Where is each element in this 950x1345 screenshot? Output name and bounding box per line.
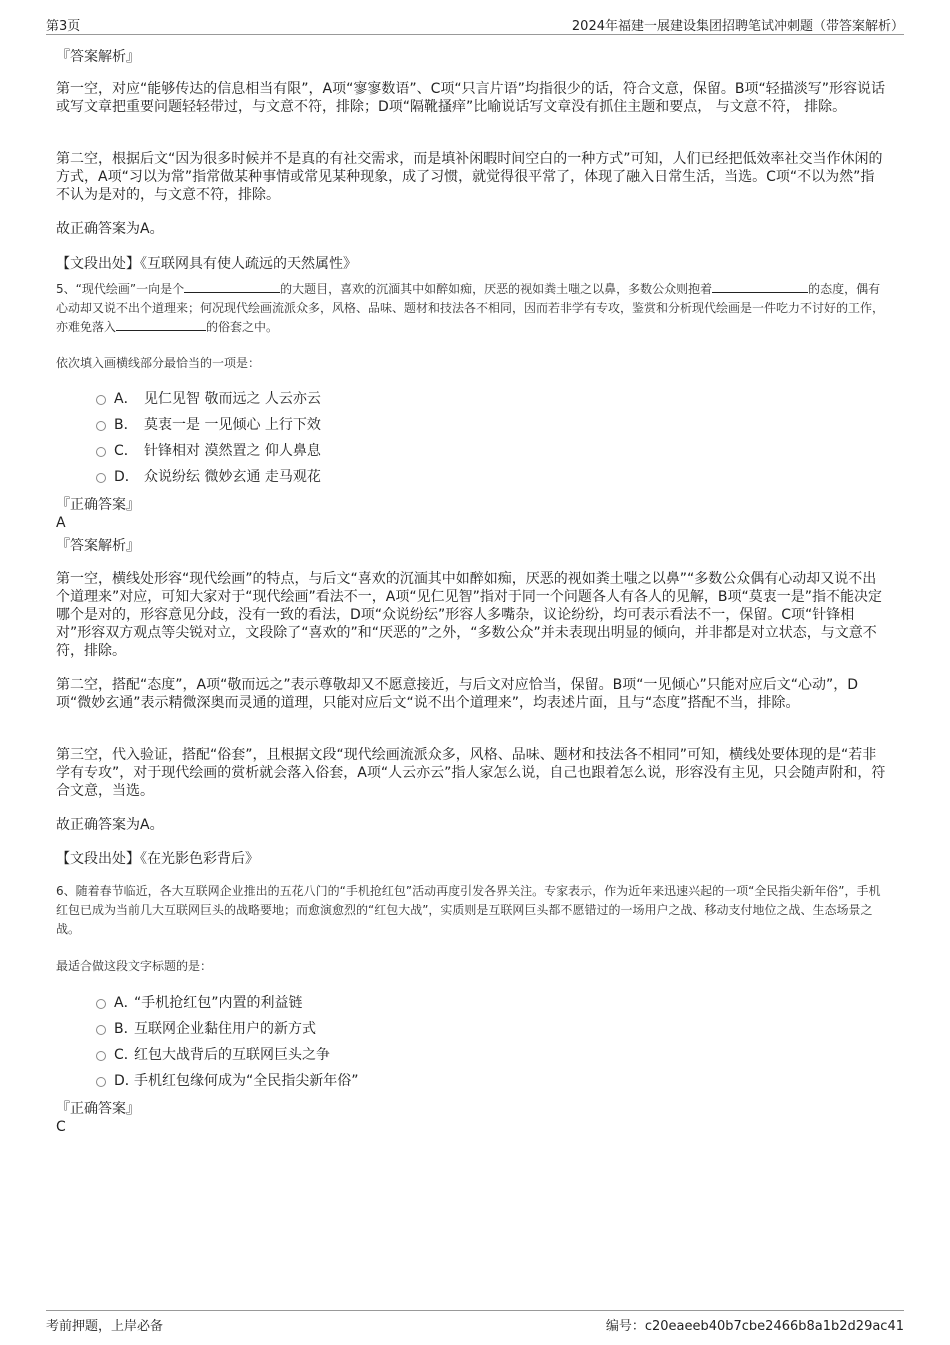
page-footer — [46, 1310, 904, 1333]
source-citation: 【文段出处】《在光影色彩背后》 — [56, 851, 259, 867]
question-prompt: 最适合做这段文字标题的是： — [56, 959, 213, 973]
correct-answer: C — [56, 1119, 66, 1135]
question-prompt: 依次填入画横线部分最恰当的一项是： — [56, 356, 261, 370]
radio-icon[interactable] — [96, 1051, 106, 1061]
stem-text: 5、“现代绘画”一向是个 — [56, 282, 185, 296]
stem-text: 的大题目，喜欢的沉湎其中如醉如痴，厌恶的视如粪土嗤之以鼻，多数公众则抱着 — [280, 282, 713, 296]
correct-answer: A — [56, 515, 66, 531]
option-c[interactable]: C． 针锋相对 漠然置之 仰人鼻息 — [96, 442, 321, 460]
stem-text: 的俗套之中。 — [206, 320, 279, 334]
page-number: 第3页 — [46, 19, 81, 34]
analysis-paragraph: 第三空，代入验证，搭配“俗套”，且根据文段“现代绘画流派众多，风格、品味、题材和技法各不相同”可知，横线处要体现的是“若非学有专攻”，对于现代绘画的赏析就会落入俗套，A项“人云亦云”指人家怎么说，自己也跟着怎么说，形容没有主见，只会随声附和，符合文意，当选。 — [56, 747, 886, 799]
option-a[interactable]: A． 见仁见智 敬而远之 人云亦云 — [96, 390, 321, 408]
fill-blank — [184, 280, 280, 293]
stem-text: 的态度，偶有心动却又说不出个道理来；何况现代绘画流派众多，风格、品味、题材和技法各不相同，因而若非学有专攻，鉴赏和分析现代绘画是一件吃力不讨好的工作，亦难免落入 — [56, 282, 885, 334]
question-stem: 6、随着春节临近，各大互联网企业推出的五花八门的“手机抢红包”活动再度引发各界关注。专家表示，作为近年来迅速兴起的一项“全民指尖新年俗”，手机红包已成为当前几大互联网巨头的战略要地；而愈演愈烈的“红包大战”，实质则是互联网巨头都不愿错过的一场用户之战、移动支付地位之战、生态场景之战。 — [56, 884, 881, 936]
radio-icon[interactable] — [96, 1025, 106, 1035]
analysis-label: 『答案解析』 — [56, 49, 140, 65]
option-b[interactable]: B．互联网企业黏住用户的新方式 — [96, 1020, 316, 1038]
analysis-label: 『答案解析』 — [56, 538, 140, 554]
fill-blank — [712, 280, 808, 293]
document-title: 2024年福建一展建设集团招聘笔试冲刺题（带答案解析） — [571, 19, 904, 34]
source-citation: 【文段出处】《互联网具有使人疏远的天然属性》 — [56, 256, 357, 272]
radio-icon[interactable] — [96, 447, 106, 457]
analysis-paragraph: 第一空，横线处形容“现代绘画”的特点，与后文“喜欢的沉湎其中如醉如痴，厌恶的视如粪土嗤之以鼻”“多数公众偶有心动却又说不出个道理来”对应，可知大家对于“现代绘画”看法不一，A项“见仁见智”指对于同一个问题各人有各人的见解，B项“莫衷一是”指不能决定哪个是对的，形容意见分歧，没有一致的看法，D项“众说纷纭”形容人多嘴杂，议论纷纷，均可表示看法不一，保留。C项“针锋相对”形容双方观点等尖锐对立，文段除了“喜欢的”和“厌恶的”之外，“多数公众”并未表现出明显的倾向，并非都是对立状态，与文意不符，排除。 — [56, 571, 882, 659]
option-d[interactable]: D． 众说纷纭 微妙玄通 走马观花 — [96, 468, 321, 486]
page-header — [46, 12, 904, 35]
correct-answer-label: 『正确答案』 — [56, 497, 140, 513]
radio-icon[interactable] — [96, 999, 106, 1009]
option-a[interactable]: A．“手机抢红包”内置的利益链 — [96, 994, 303, 1012]
analysis-paragraph: 第二空，搭配“态度”，A项“敬而远之”表示尊敬却又不愿意接近，与后文对应恰当，保留。B项“一见倾心”只能对应后文“心动”，D项“微妙玄通”表示精微深奥而灵通的道理，只能对应后文“说不出个道理来”，均表述片面，且与“态度”搭配不当，排除。 — [56, 677, 858, 711]
radio-icon[interactable] — [96, 395, 106, 405]
analysis-paragraph: 第一空，对应“能够传达的信息相当有限”，A项“寥寥数语”、C项“只言片语”均指很少的话，符合文意，保留。B项“轻描淡写”形容说话或写文章把重要问题轻轻带过，与文意不符，排除；D项“隔靴搔痒”比喻说话写文章没有抓住主题和要点， 与文意不符， 排除。 — [56, 81, 885, 115]
question-stem — [56, 280, 886, 337]
radio-icon[interactable] — [96, 1077, 106, 1087]
conclusion-text: 故正确答案为A。 — [56, 221, 164, 237]
conclusion-text: 故正确答案为A。 — [56, 817, 164, 833]
option-d[interactable]: D．手机红包缘何成为“全民指尖新年俗” — [96, 1072, 359, 1090]
document-id: 编号：c20eaeeb40b7cbe2466b8a1b2d29ac41 — [605, 1319, 904, 1334]
analysis-paragraph: 第二空，根据后文“因为很多时候并不是真的有社交需求，而是填补闲暇时间空白的一种方式”可知，人们已经把低效率社交当作休闲的方式，A项“习以为常”指常做某种事情或常见某种现象，成了习惯，就觉得很平常了，体现了融入日常生活，当选。C项“不以为然”指不认为是对的，与文意不符，排除。 — [56, 151, 883, 203]
option-b[interactable]: B． 莫衷一是 一见倾心 上行下效 — [96, 416, 321, 434]
option-c[interactable]: C．红包大战背后的互联网巨头之争 — [96, 1046, 330, 1064]
radio-icon[interactable] — [96, 473, 106, 483]
correct-answer-label: 『正确答案』 — [56, 1101, 140, 1117]
radio-icon[interactable] — [96, 421, 106, 431]
fill-blank — [116, 318, 206, 331]
footer-slogan: 考前押题，上岸必备 — [46, 1319, 164, 1334]
